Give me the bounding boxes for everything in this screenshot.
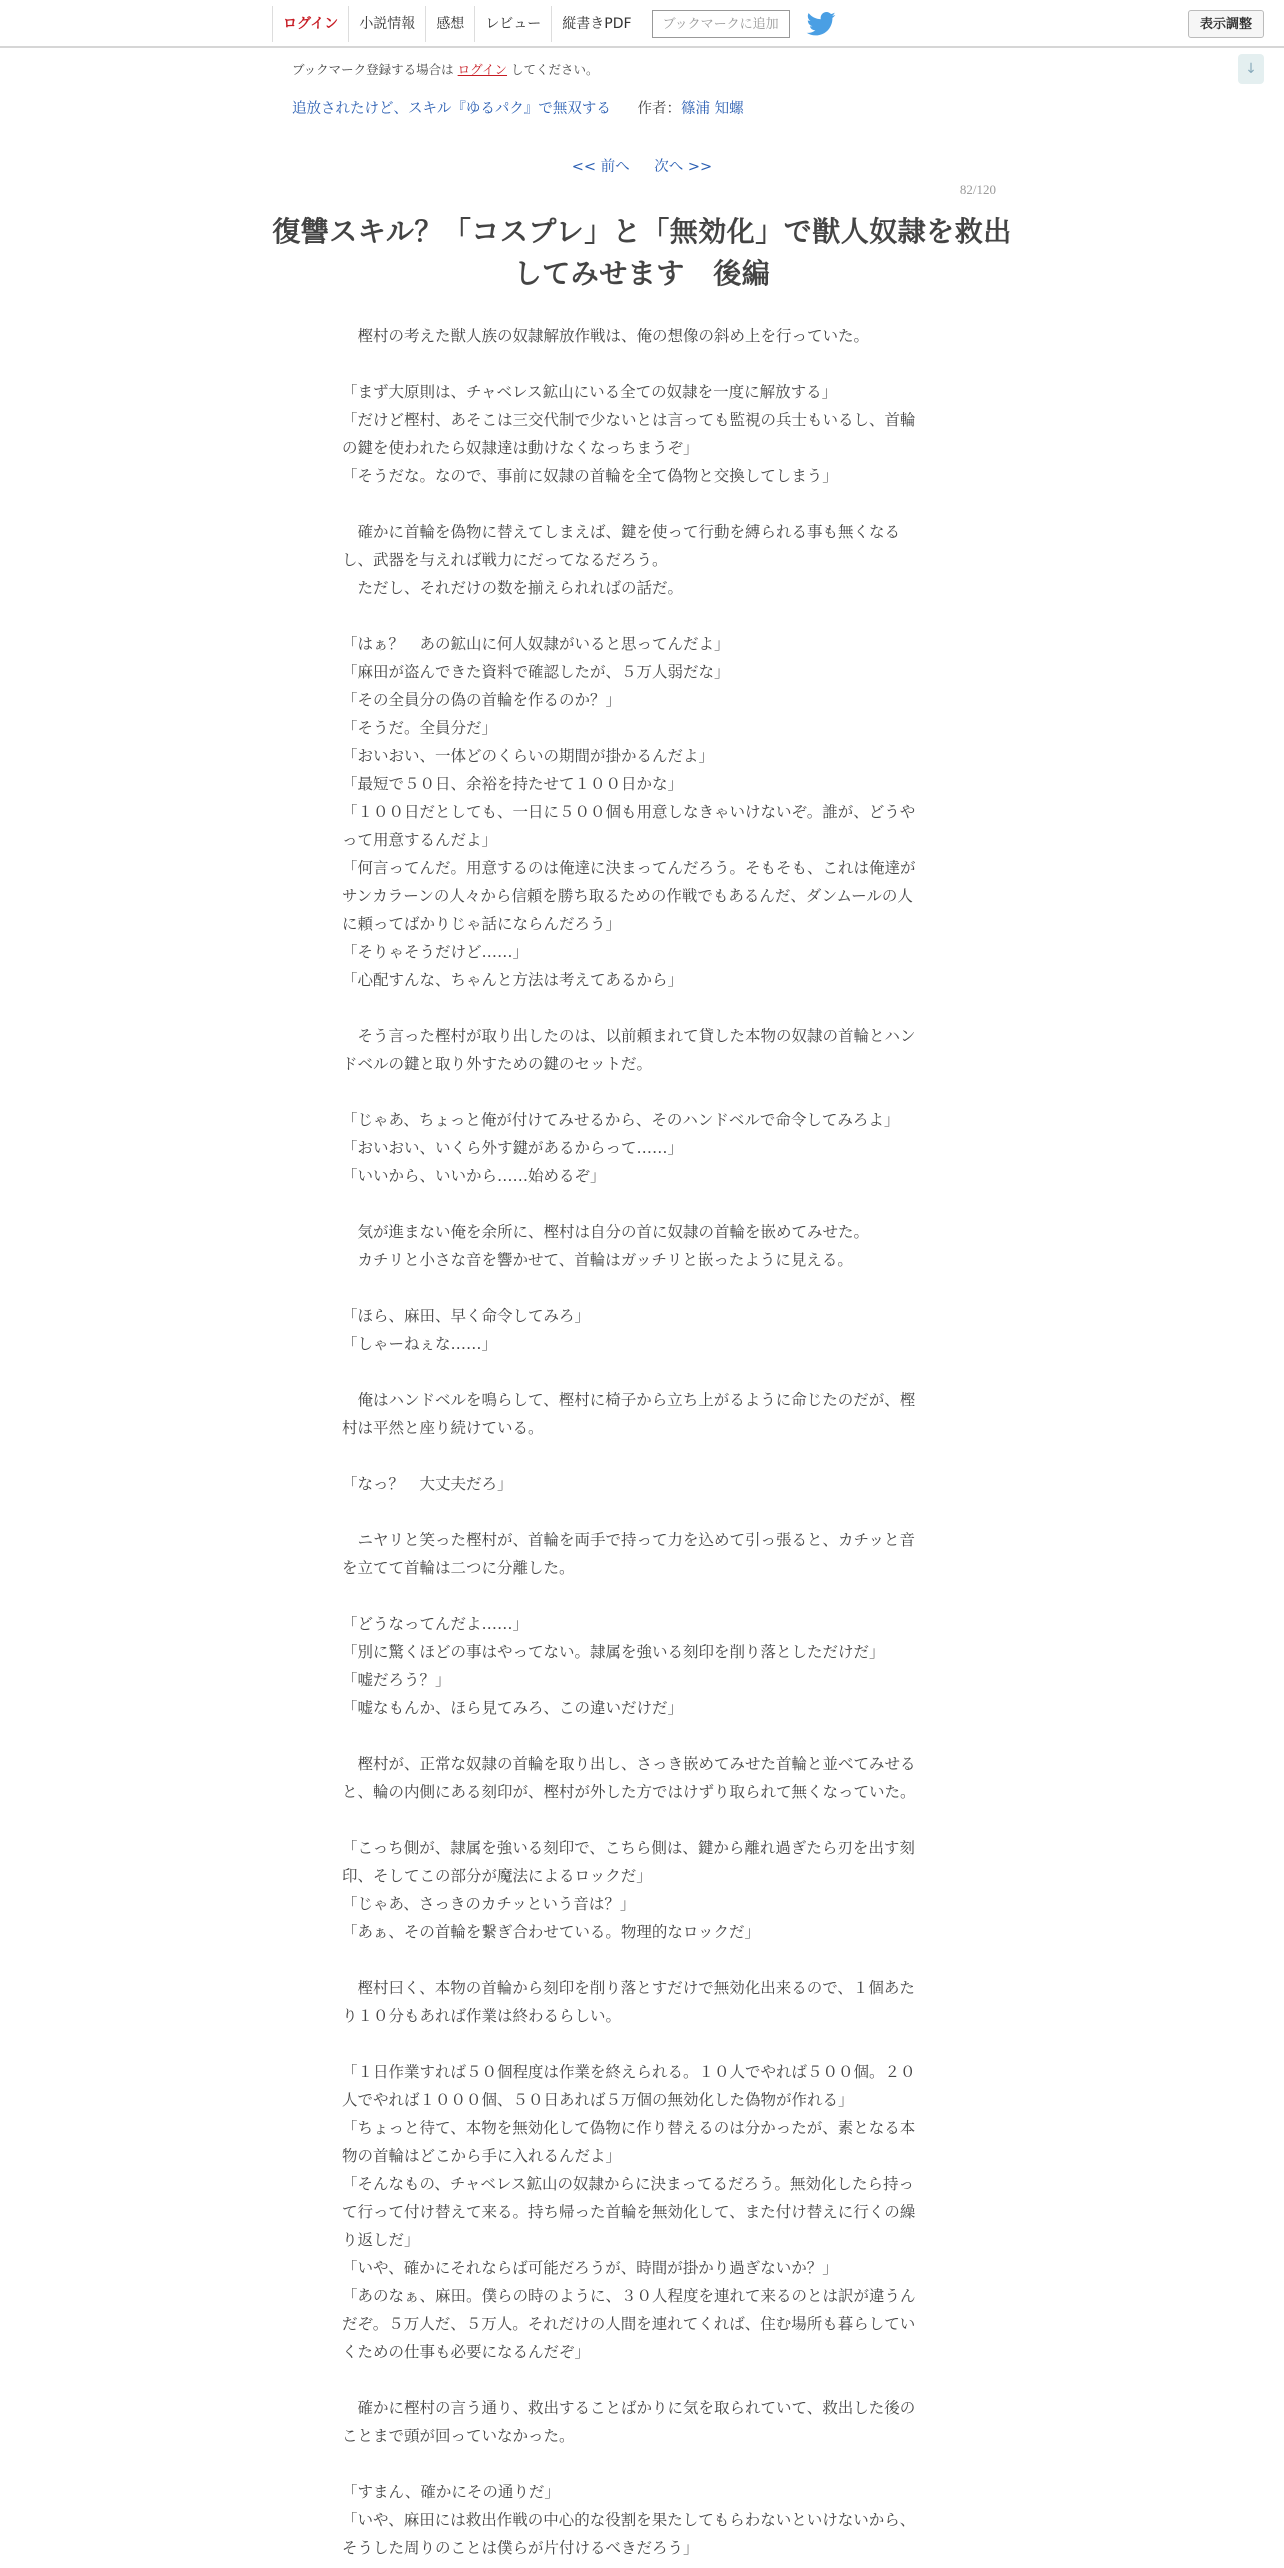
body-line: し、武器を与えれば戦力にだってなるだろう。 bbox=[342, 551, 668, 569]
notice-login-link[interactable]: ログイン bbox=[457, 62, 508, 77]
twitter-icon[interactable] bbox=[806, 12, 836, 36]
body-line: ドベルの鍵と取り外すための鍵のセットだ。 bbox=[342, 1055, 653, 1073]
chapter-pager bbox=[0, 155, 1284, 176]
body-line: 気が進まない俺を余所に、樫村は自分の首に奴隷の首輪を嵌めてみせた。 bbox=[342, 1223, 870, 1241]
body-line: 「おいおい、一体どのくらいの期間が掛かるんだよ」 bbox=[342, 747, 715, 765]
body-line: 「嘘だろう？」 bbox=[342, 1671, 451, 1689]
author-label: 作者： bbox=[637, 101, 681, 117]
novel-info-link[interactable]: 小説情報 bbox=[348, 6, 425, 42]
body-line: を立てて首輪は二つに分離した。 bbox=[342, 1559, 575, 1577]
body-line bbox=[342, 1358, 942, 1386]
body-line bbox=[342, 1806, 942, 1834]
body-line bbox=[342, 1946, 942, 1974]
body-line bbox=[342, 994, 942, 1022]
body-line bbox=[342, 1078, 942, 1106]
body-line: ことまで頭が回っていなかった。 bbox=[342, 2427, 575, 2445]
chapter-title bbox=[272, 211, 1012, 295]
next-chapter-link[interactable]: 次へ >> bbox=[654, 159, 713, 175]
body-line: 樫村曰く、本物の首輪から刻印を削り落とすだけで無効化出来るので、１個あた bbox=[342, 1979, 915, 1997]
body-line: 人でやれば１０００個、５０日あれば５万個の無効化した偽物が作れる」 bbox=[342, 2091, 854, 2109]
body-line: って用意するんだよ」 bbox=[342, 831, 498, 849]
body-line: 「１００日だとしても、一日に５００個も用意しなきゃいけないぞ。誰が、どうや bbox=[342, 803, 916, 821]
bookmark-login-notice bbox=[292, 60, 599, 78]
author-link[interactable]: 篠浦 知螺 bbox=[680, 101, 744, 117]
body-line: 「麻田が盗んできた資料で確認したが、５万人弱だな」 bbox=[342, 663, 730, 681]
notice-text-after: してください。 bbox=[511, 62, 599, 77]
body-line: 「そうだな。なので、事前に奴隷の首輪を全て偽物と交換してしまう」 bbox=[342, 467, 838, 485]
body-line: 「なっ？ 大丈夫だろ」 bbox=[342, 1475, 513, 1493]
body-line: 「こっち側が、隷属を強いる刻印で、こちら側は、鍵から離れ過ぎたら刃を出す刻 bbox=[342, 1839, 915, 1857]
body-line: と、輪の内側にある刻印が、樫村が外した方ではけずり取られて無くなっていた。 bbox=[342, 1783, 916, 1801]
series-title-link[interactable]: 追放されたけど、スキル『ゆるパク』で無双する bbox=[292, 101, 611, 117]
body-line: 物の首輪はどこから手に入れるんだよ」 bbox=[342, 2147, 622, 2165]
body-line: くための仕事も必要になるんだぞ」 bbox=[342, 2343, 591, 2361]
chapter-title-line-1: 復讐スキル？「コスプレ」と「無効化」で獣人奴隷を救出 bbox=[272, 215, 1012, 248]
body-line bbox=[342, 2030, 942, 2058]
login-link[interactable]: ログイン bbox=[272, 6, 348, 42]
body-line: 確かに樫村の言う通り、救出することばかりに気を取られていて、救出した後の bbox=[342, 2399, 916, 2417]
chapter-title-line-2: してみせます 後編 bbox=[513, 257, 771, 290]
body-line: 村は平然と座り続けている。 bbox=[342, 1419, 544, 1437]
body-line: 「ちょっと待て、本物を無効化して偽物に作り替えるのは分かったが、素となる本 bbox=[342, 2119, 916, 2137]
body-line: 「ほら、麻田、早く命令してみろ」 bbox=[342, 1307, 591, 1325]
body-line: 「だけど樫村、あそこは三交代制で少ないとは言っても監視の兵士もいるし、首輪 bbox=[342, 411, 916, 429]
body-line: 「しゃーねぇな……」 bbox=[342, 1335, 498, 1353]
body-line: 「どうなってんだよ……」 bbox=[342, 1615, 529, 1633]
body-line bbox=[342, 2366, 942, 2394]
body-line: の鍵を使われたら奴隷達は動けなくなっちまうぞ」 bbox=[342, 439, 699, 457]
body-line: 「おいおい、いくら外す鍵があるからって……」 bbox=[342, 1139, 684, 1157]
body-line: 「いいから、いいから……始めるぞ」 bbox=[342, 1167, 606, 1185]
body-line: 「まず大原則は、チャベレス鉱山にいる全ての奴隷を一度に解放する」 bbox=[342, 383, 838, 401]
body-line: 樫村が、正常な奴隷の首輪を取り出し、さっき嵌めてみせた首輪と並べてみせる bbox=[342, 1755, 916, 1773]
body-line: 「じゃあ、さっきのカチッという音は？」 bbox=[342, 1895, 636, 1913]
body-line: 「そんなもの、チャベレス鉱山の奴隷からに決まってるだろう。無効化したら持っ bbox=[342, 2175, 914, 2193]
body-line: ただし、それだけの数を揃えられればの話だ。 bbox=[342, 579, 684, 597]
body-line: 確かに首輪を偽物に替えてしまえば、鍵を使って行動を縛られる事も無くなる bbox=[342, 523, 901, 541]
body-line: カチリと小さな音を響かせて、首輪はガッチリと嵌ったように見える。 bbox=[342, 1251, 853, 1269]
main-nav bbox=[272, 6, 836, 42]
body-line bbox=[342, 602, 942, 630]
body-line bbox=[342, 1190, 942, 1218]
body-line: 「そうだ。全員分だ」 bbox=[342, 719, 498, 737]
body-line: ニヤリと笑った樫村が、首輪を両手で持って力を込めて引っ張ると、カチッと音 bbox=[342, 1531, 916, 1549]
body-line: 「その全員分の偽の首輪を作るのか？」 bbox=[342, 691, 622, 709]
body-line bbox=[342, 1582, 942, 1610]
body-line: に頼ってばかりじゃ話にならんだろう」 bbox=[342, 915, 622, 933]
body-line: だぞ。５万人だ、５万人。それだけの人間を連れてくれば、住む場所も暮らしてい bbox=[342, 2315, 916, 2333]
body-line: 俺はハンドベルを鳴らして、樫村に椅子から立ち上がるように命じたのだが、樫 bbox=[342, 1391, 916, 1409]
body-line: 「心配すんな、ちゃんと方法は考えてあるから」 bbox=[342, 971, 684, 989]
body-line: 「別に驚くほどの事はやってない。隷属を強いる刻印を削り落としただけだ」 bbox=[342, 1643, 885, 1661]
body-line: 「１日作業すれば５０個程度は作業を終えられる。１０人でやれば５００個。２０ bbox=[342, 2063, 916, 2081]
body-line bbox=[342, 1274, 942, 1302]
body-line: 「最短で５０日、余裕を持たせて１００日かな」 bbox=[342, 775, 684, 793]
notice-text-before: ブックマーク登録する場合は bbox=[292, 62, 454, 77]
body-line: て行って付け替えて来る。持ち帰った首輪を無効化して、また付け替えに行くの繰 bbox=[342, 2203, 916, 2221]
body-line: 「あぁ、その首輪を繋ぎ合わせている。物理的なロックだ」 bbox=[342, 1923, 761, 1941]
body-line: 樫村の考えた獣人族の奴隷解放作戦は、俺の想像の斜め上を行っていた。 bbox=[342, 327, 870, 345]
body-line: 「何言ってんだ。用意するのは俺達に決まってんだろう。そもそも、これは俺達が bbox=[342, 859, 916, 877]
body-line: り返しだ」 bbox=[342, 2231, 420, 2249]
chapter-body bbox=[342, 322, 942, 2562]
novel-header bbox=[292, 97, 744, 118]
body-line: そうした周りのことは僕らが片付けるべきだろう」 bbox=[342, 2539, 699, 2557]
body-line: 「じゃあ、ちょっと俺が付けてみせるから、そのハンドベルで命令してみろよ」 bbox=[342, 1111, 900, 1129]
body-line: そう言った樫村が取り出したのは、以前頼まれて貸した本物の奴隷の首輪とハン bbox=[342, 1027, 916, 1045]
body-line: 印、そしてこの部分が魔法によるロックだ」 bbox=[342, 1867, 652, 1885]
vertical-pdf-link[interactable]: 縦書きPDF bbox=[551, 6, 641, 42]
body-line: 「すまん、確かにその通りだ」 bbox=[342, 2483, 560, 2501]
body-line: サンカラーンの人々から信頼を勝ち取るための作戦でもあるんだ、ダンムールの人 bbox=[342, 887, 913, 905]
display-settings-button[interactable]: 表示調整 bbox=[1188, 10, 1264, 38]
body-line: 「あのなぁ、麻田。僕らの時のように、３０人程度を連れて来るのとは訳が違うん bbox=[342, 2287, 916, 2305]
body-line bbox=[342, 350, 942, 378]
prev-chapter-link[interactable]: << 前へ bbox=[571, 159, 630, 175]
impressions-link[interactable]: 感想 bbox=[425, 6, 474, 42]
body-line: 「いや、麻田には救出作戦の中心的な役割を果たしてもらわないといけないから、 bbox=[342, 2511, 916, 2529]
body-line: 「いや、確かにそれならば可能だろうが、時間が掛かり過ぎないか？」 bbox=[342, 2259, 838, 2277]
body-line: 「嘘なもんか、ほら見てみろ、この違いだけだ」 bbox=[342, 1699, 684, 1717]
body-line bbox=[342, 490, 942, 518]
body-line: 「はぁ？ あの鉱山に何人奴隷がいると思ってんだよ」 bbox=[342, 635, 730, 653]
chapter-number: 82/120 bbox=[959, 182, 996, 197]
top-navigation-bar bbox=[0, 0, 1284, 48]
body-line bbox=[342, 2450, 942, 2478]
body-line bbox=[342, 1442, 942, 1470]
body-line: り１０分もあれば作業は終わるらしい。 bbox=[342, 2007, 622, 2025]
scroll-down-button[interactable]: ↓ bbox=[1238, 54, 1264, 84]
body-line: 「そりゃそうだけど……」 bbox=[342, 943, 529, 961]
review-link[interactable]: レビュー bbox=[474, 6, 551, 42]
body-line bbox=[342, 1722, 942, 1750]
add-bookmark-button[interactable]: ブックマークに追加 bbox=[652, 10, 790, 38]
body-line bbox=[342, 1498, 942, 1526]
